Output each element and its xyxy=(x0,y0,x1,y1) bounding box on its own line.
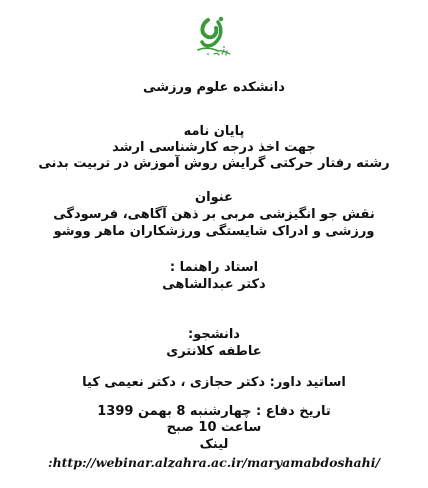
thesis-degree: جهت اخذ درجه کارشناسی ارشد xyxy=(112,140,316,155)
title-label: عنوان xyxy=(195,190,233,205)
advisor-label: استاد راهنما : xyxy=(169,260,259,275)
webinar-link[interactable]: :http://webinar.alzahra.ac.ir/maryamabdoshahi/ xyxy=(47,455,381,470)
link-label: لینک xyxy=(199,437,229,452)
defense-date: تاریخ دفاع : چهارشنبه 8 بهمن 1399 xyxy=(97,404,331,419)
defense-time: ساعت 10 صبح xyxy=(166,420,262,435)
faculty-name: دانشکده علوم ورزشی xyxy=(143,80,285,95)
title-line-2: ورزشی و ادراک شایستگی ورزشکاران ماهر ووشو xyxy=(53,224,375,239)
university-logo-icon xyxy=(188,14,240,66)
referees: اساتید داور: دکتر حجازی ، دکتر نعیمی کیا xyxy=(82,375,346,390)
advisor-name: دکتر عبدالشاهی xyxy=(162,277,266,292)
thesis-field: رشته رفتار حرکتی گرایش روش آموزش در تربیت بدنی xyxy=(38,156,390,171)
thesis-type: پایان نامه xyxy=(183,124,245,139)
title-line-1: نقش جو انگیزشی مربی بر ذهن آگاهی، فرسودگی xyxy=(53,207,375,222)
student-label: دانشجو: xyxy=(188,327,240,342)
student-name: عاطفه کلانتری xyxy=(166,344,262,359)
